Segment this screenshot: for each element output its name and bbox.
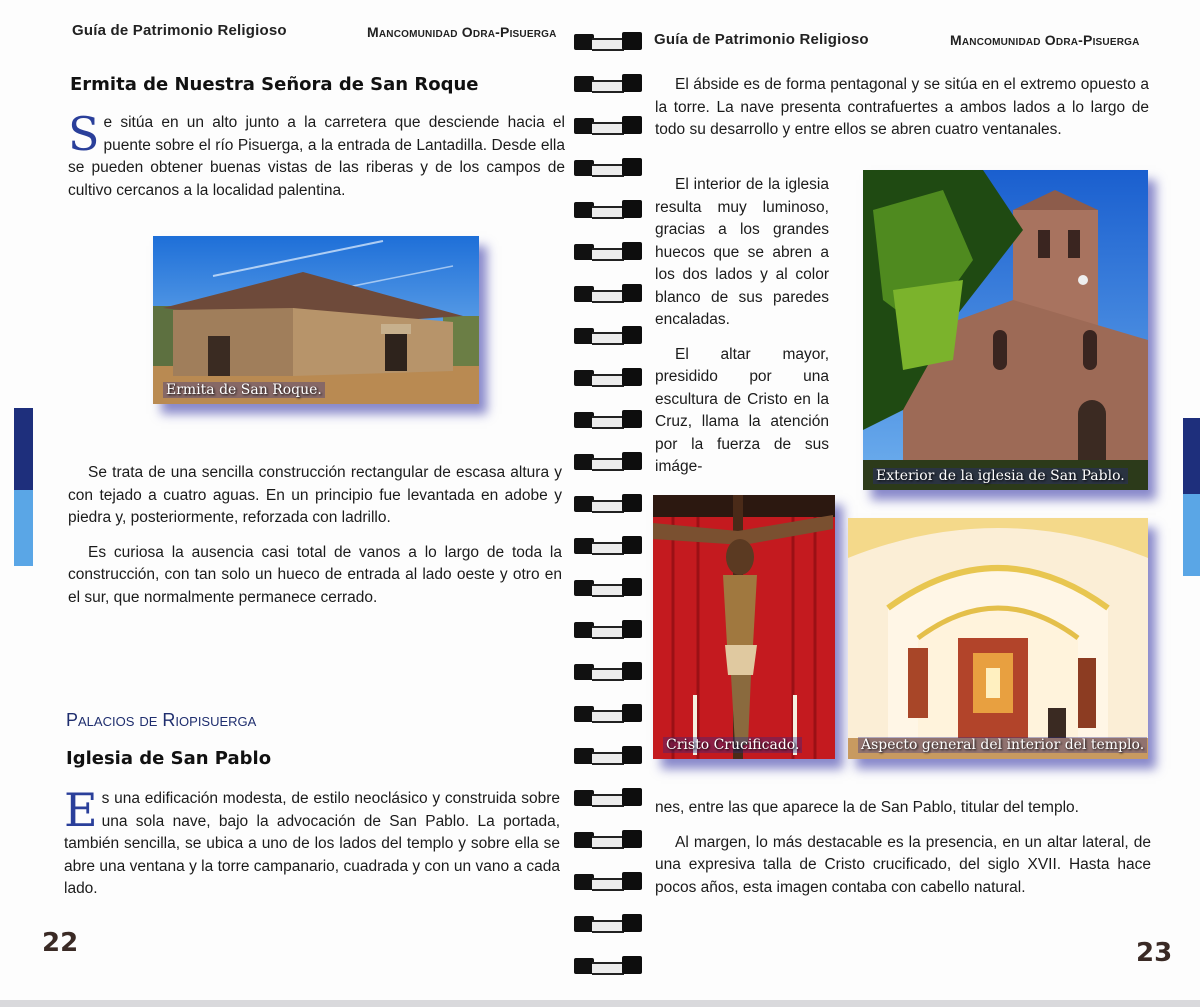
photo-ermita-san-roque <box>153 236 479 404</box>
intro2-text: s una edificación modesta, de estilo neoclásico y construida sobre una sola nave, bajo la advocación de San Pablo. La portada, también sencilla, se ubica a uno de los lados del templo y sobre ella se abre una ventana y la torre campanario, cuadrada y con un vano a cada lado. <box>64 790 560 897</box>
right-page <box>610 0 1200 1000</box>
binding-coil <box>574 200 642 218</box>
drop-cap-e: E <box>64 783 98 837</box>
binding-coil <box>574 830 642 848</box>
binding-coil <box>574 158 642 176</box>
intro-paragraph-san-roque <box>68 107 565 214</box>
caption-ermita: Ermita de San Roque. <box>163 382 325 398</box>
drop-cap: S <box>68 107 100 161</box>
exterior-illustration <box>863 170 1148 490</box>
binding-coil <box>574 74 642 92</box>
binding-coil <box>574 410 642 428</box>
binding-coil <box>574 788 642 806</box>
right-paragraph-2: El interior de la iglesia resulta muy luminoso, gracias a los grandes huecos que se abren a los dos lados y al color blanco de sus paredes encaladas. <box>655 176 829 328</box>
caption-exterior: Exterior de la iglesia de San Pablo. <box>873 468 1128 484</box>
binding-coil <box>574 536 642 554</box>
right-tab-dark <box>1183 418 1200 494</box>
binding-coil <box>574 746 642 764</box>
photo-cristo-crucificado <box>653 495 835 759</box>
section-title-san-pablo: Iglesia de San Pablo <box>66 748 272 769</box>
right-paragraph-4: nes, entre las que aparece la de San Pablo, titular del templo. <box>655 799 1079 816</box>
right-paragraph-3: El altar mayor, presidido por una escultura de Cristo en la Cruz, llama la atención por la fuerza de sus imáge- <box>655 345 829 475</box>
binding-coil <box>574 914 642 932</box>
left-header-org: Mancomunidad Odra-Pisuerga <box>367 24 557 40</box>
right-paragraph-1-block <box>655 74 1149 154</box>
san-roque-paragraph-1: Se trata de una sencilla construcción rectangular de escasa altura y con tejado a cuatro aguas. En un principio fue levantada en adobe y piedra y, posteriormente, reforzada con ladrillo. <box>68 464 562 526</box>
binding-coil <box>574 578 642 596</box>
binding-coil <box>574 32 642 50</box>
ermita-illustration <box>153 236 479 404</box>
photo-exterior-iglesia <box>863 170 1148 490</box>
right-bottom-text <box>655 797 1151 911</box>
caption-cristo: Cristo Crucificado. <box>663 737 802 753</box>
interior-illustration <box>848 518 1148 759</box>
right-paragraph-5: Al margen, lo más destacable es la presencia, en un altar lateral, de una expresiva talla de Cristo crucificado, del siglo XVII. Hasta hace pocos años, esta imagen contaba con cabello natural. <box>655 833 1151 896</box>
san-roque-body <box>68 462 562 621</box>
cristo-illustration <box>653 495 835 759</box>
page-number-right: 23 <box>1136 938 1173 968</box>
binding-coil <box>574 284 642 302</box>
left-tab-dark <box>14 408 33 490</box>
binding-coil <box>574 242 642 260</box>
binding-coil <box>574 620 642 638</box>
binding-coil <box>574 704 642 722</box>
binding-coil <box>574 116 642 134</box>
photo-interior-templo <box>848 518 1148 759</box>
right-tab-light <box>1183 494 1200 576</box>
intro-text: e sitúa en un alto junto a la carretera que desciende hacia el puente sobre el río Pisuerga, a la entrada de Lantadilla. Desde ella se pueden obtener buenas vistas de las riberas y de los campos de cultivo cercanos a la localidad palentina. <box>68 114 565 199</box>
caption-interior: Aspecto general del interior del templo. <box>858 737 1147 753</box>
binding-coil <box>574 494 642 512</box>
right-paragraph-1: El ábside es de forma pentagonal y se sitúa en el extremo opuesto a la torre. La nave presenta contrafuertes a ambos lados a lo largo de todo su desarrollo y entre ellos se abren cuatro ventanales. <box>655 76 1149 138</box>
binding-coil <box>574 368 642 386</box>
left-tab-light <box>14 490 33 566</box>
section-title-san-roque: Ermita de Nuestra Señora de San Roque <box>70 74 479 95</box>
right-narrow-column <box>655 174 829 491</box>
right-header-org: Mancomunidad Odra-Pisuerga <box>950 32 1140 48</box>
binding-coil <box>574 662 642 680</box>
binding-coil <box>574 872 642 890</box>
intro-paragraph-san-pablo <box>64 783 560 913</box>
section-heading-palacios: Palacios de Riopisuerga <box>66 710 257 730</box>
left-header-title: Guía de Patrimonio Religioso <box>72 22 287 39</box>
san-roque-paragraph-2: Es curiosa la ausencia casi total de vanos a lo largo de toda la construcción, con tan solo un hueco de entrada al lado oeste y otro en el sur, que normalmente permanece cerrado. <box>68 543 562 606</box>
binding-coil <box>574 326 642 344</box>
binding-coil <box>574 956 642 974</box>
right-header-title: Guía de Patrimonio Religioso <box>654 31 869 48</box>
binding-coil <box>574 452 642 470</box>
page-number-left: 22 <box>42 928 79 958</box>
